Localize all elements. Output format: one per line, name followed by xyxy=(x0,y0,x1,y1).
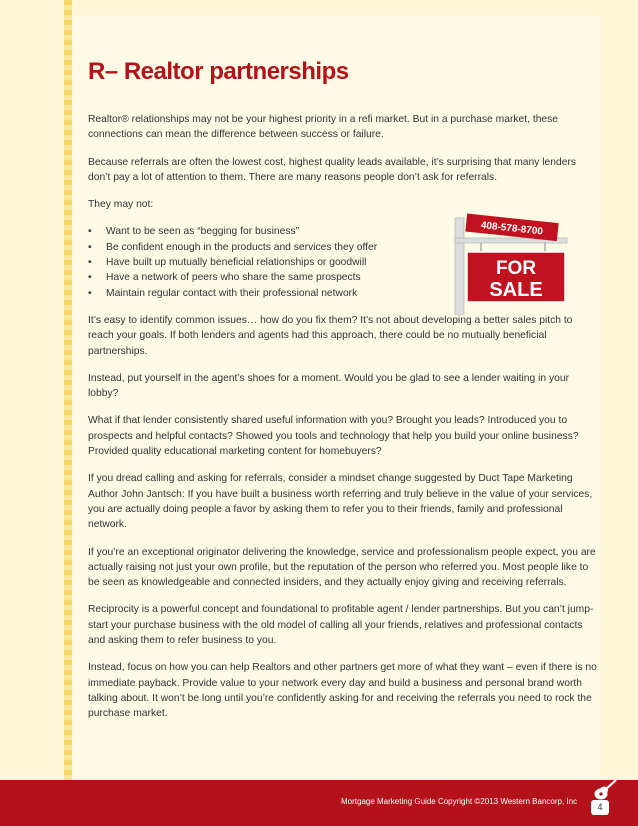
left-border-stripe xyxy=(0,0,72,780)
paragraph-10: Instead, focus on how you can help Realtors and other partners get more of what they want – even if there is no immediate payback. Provide value to your network every day and build a business and personal brand worth talking about. It won’t be long until you’re confidently asking for and receiving the referrals you need to rock the purchase market. xyxy=(88,662,597,720)
list-item: • Have a network of peers who share the same prospects xyxy=(88,270,600,285)
right-border xyxy=(600,0,638,780)
sign-post xyxy=(455,218,464,315)
guitar-icon xyxy=(592,778,618,802)
paragraph-9: Reciprocity is a powerful concept and foundational to profitable agent / lender partnerships. But you can’t jump-start your purchase business with the old model of calling all your friends, relatives and professional contacts and asking them to refer business to you. xyxy=(88,604,594,647)
page-title: R– Realtor partnerships xyxy=(88,58,349,85)
list-item: • Be confident enough in the products and services they offer xyxy=(88,240,600,255)
footer-copyright: Mortgage Marketing Guide Copyright ©2013 Western Bancorp, Inc xyxy=(341,797,578,806)
list-item: • Have built up mutually beneficial relationships or goodwill xyxy=(88,255,600,270)
paragraph-6: What if that lender consistently shared useful information with you? Brought you leads? Introduced you to prospects and helpful contacts? Showed you tools and technology that help you build your online business? Provided quality educational marketing content for homebuyers? xyxy=(88,415,579,458)
paragraph-8: If you’re an exceptional originator delivering the knowledge, service and professionalism people expect, you are actually raising not just your own profile, but the reputation of the person who referred you. Most people like to be seen as knowledgeable and connected insiders, and they actually enjoy giving and receiving referrals. xyxy=(88,546,596,589)
page-number: 4 xyxy=(591,800,609,815)
paragraph-4: It’s easy to identify common issues… how do you fix them? It’s not about developing a better sales pitch to reach your goals. If both lenders and agents had this approach, there could be no mutually beneficial partnerships. xyxy=(88,314,573,357)
paragraph-7: If you dread calling and asking for referrals, consider a mindset change suggested by Duct Tape Marketing Author John Jantsch: If you have built a business worth referring and truly believe in the value of your services, you are actually doing people a favor by asking them to refer you to their friends, family and professional network. xyxy=(88,473,593,531)
list-item: • Maintain regular contact with their professional network xyxy=(88,286,600,301)
sign-text-for: FOR xyxy=(495,258,537,279)
paragraph-5: Instead, put yourself in the agent’s shoes for a moment. Would you be glad to see a lender waiting in your lobby? xyxy=(88,372,570,400)
list-item: • Want to be seen as “begging for business” xyxy=(88,224,600,239)
top-border xyxy=(0,0,638,16)
main-content xyxy=(88,58,600,734)
sign-text-sale: SALE xyxy=(489,279,543,301)
paragraph-3: They may not: xyxy=(88,199,154,211)
paragraph-2: Because referrals are often the lowest cost, highest quality leads available, it’s surprising that many lenders don’t pay a lot of attention to them. There are many reasons people don’t ask for referrals. xyxy=(88,156,577,183)
paragraph-1: Realtor® relationships may not be your highest priority in a refi market. But in a purchase market, these connections can mean the difference between success or failure. xyxy=(88,114,559,141)
for-sale-sign-image xyxy=(449,210,569,315)
phone-number: 408-578-8700 xyxy=(480,220,544,238)
